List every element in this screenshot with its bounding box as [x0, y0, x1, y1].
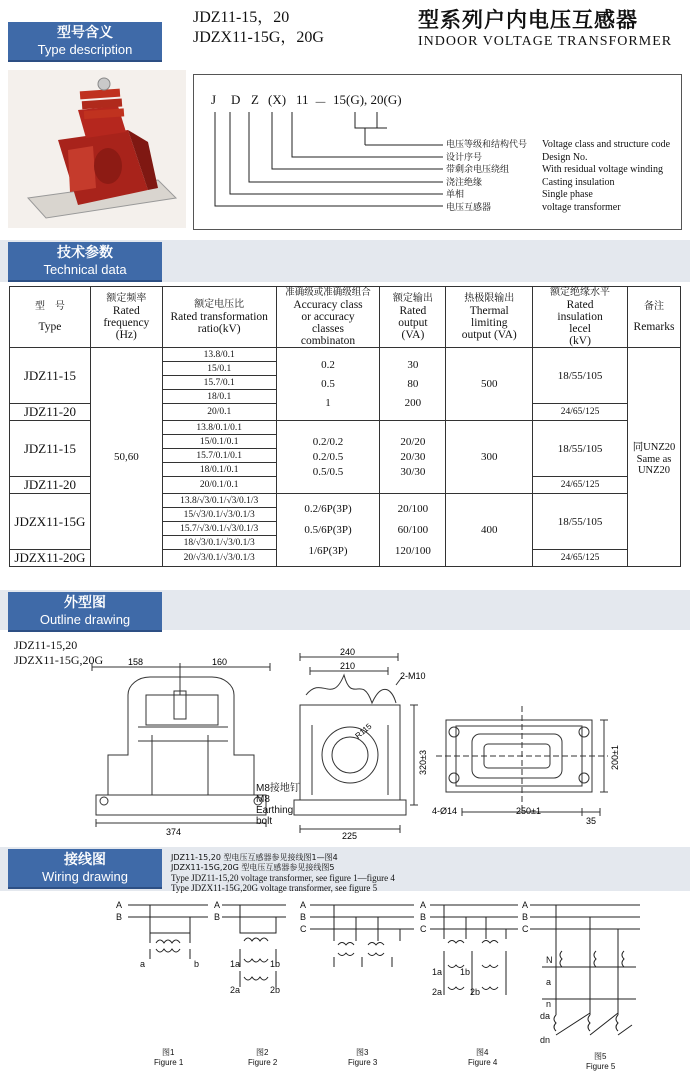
dim-225: 225	[342, 831, 358, 840]
figure-2-en: Figure 2	[248, 1058, 278, 1067]
wire-label-2a: 2a	[432, 987, 443, 997]
legend-en: Single phase	[542, 189, 593, 200]
thermal-cell: 500	[446, 348, 533, 421]
code-x: (X)	[268, 92, 287, 107]
model-cell: JDZ11-15	[10, 421, 91, 477]
wire-label-b-low: b	[194, 959, 200, 969]
legend-en: voltage transformer	[542, 201, 621, 213]
ratio-cell: 20/0.1/0.1	[162, 477, 276, 494]
code-z: Z	[251, 92, 259, 107]
wire-label-c: C	[522, 924, 529, 934]
wire-label-1b: 1b	[270, 959, 281, 969]
ratio-cell: 15.7/0.1	[162, 376, 276, 390]
code-dash: －	[314, 95, 328, 110]
figure-2-cn: 图2	[256, 1048, 269, 1057]
dim-4-14: 4-Ø14	[432, 806, 458, 816]
product-photo	[8, 70, 186, 228]
table-row	[10, 348, 681, 362]
wire-label-n: n	[546, 999, 552, 1009]
outline-front-view	[292, 645, 432, 840]
ratio-cell: 15.7/√3/0.1/√3/0.1/3	[162, 522, 276, 536]
title-cn: 型系列户内电压互感器	[418, 8, 638, 32]
wire-label-a: A	[300, 900, 307, 910]
dim-2-m10: 2-M10	[400, 671, 426, 681]
wire-label-2a: 2a	[230, 985, 241, 995]
figure-3-cn: 图3	[356, 1048, 369, 1057]
ratio-cell: 15/0.1	[162, 362, 276, 376]
header-models-line1: JDZ11-15，20	[193, 9, 290, 26]
section-outline-drawing	[8, 592, 162, 632]
dim-200: 200±1	[610, 745, 620, 770]
wire-label-b: B	[300, 912, 307, 922]
section-label-cn: 技术参数	[57, 245, 113, 261]
accuracy-cell: 0.2/0.2 0.2/0.5 0.5/0.5	[276, 421, 380, 494]
dim-374: 374	[166, 827, 182, 837]
model-cell: JDZX11-15G	[10, 494, 91, 550]
dim-158: 158	[128, 657, 144, 667]
legend-en: Design No.	[542, 151, 588, 163]
section-label-cn: 型号含义	[57, 25, 113, 41]
insulation-cell: 18/55/105	[533, 421, 628, 477]
insulation-cell: 18/55/105	[533, 494, 628, 550]
legend-cn: 电压互感器	[446, 202, 492, 213]
title-en: INDOOR VOLTAGE TRANSFORMER	[418, 34, 673, 49]
ratio-cell: 13.8/√3/0.1/√3/0.1/3	[162, 494, 276, 508]
output-cell: 20/100 60/100 120/100	[380, 494, 446, 567]
model-cell: JDZ11-20	[10, 477, 91, 494]
type-code-leaders	[193, 74, 453, 228]
code-j: J	[211, 92, 217, 107]
technical-data-table	[9, 286, 681, 567]
section-technical-data	[8, 242, 162, 282]
figure-5-cn: 图5	[594, 1052, 607, 1061]
ratio-cell: 18/0.1/0.1	[162, 463, 276, 477]
figure-4-cn: 图4	[476, 1048, 489, 1057]
ratio-cell: 18/0.1	[162, 390, 276, 404]
wire-label-a-low: a	[546, 977, 552, 987]
legend-cn: 带剩余电压绕组	[446, 165, 510, 175]
insulation-cell: 24/65/125	[533, 404, 628, 421]
section-label-en: Technical data	[43, 262, 127, 277]
outline-models: JDZ11-15,20 JDZX11-15G,20G	[14, 638, 104, 667]
output-cell: 20/20 20/30 30/30	[380, 421, 446, 494]
col-thermal-header: 热极限输出 Thermal limiting output (VA)	[446, 287, 533, 348]
ratio-cell: 13.8/0.1	[162, 348, 276, 362]
table-header-row	[10, 287, 681, 348]
earthing-label: M8接地钉 M8 Earthing bolt	[256, 783, 300, 827]
dim-160: 160	[212, 657, 228, 667]
dim-320: 320±3	[418, 750, 428, 775]
wire-label-a: A	[214, 900, 221, 910]
col-freq-header: 额定频率 Rated frequency (Hz)	[90, 287, 162, 348]
col-ratio-header: 额定电压比 Rated transformation ratio(kV)	[162, 287, 276, 348]
insulation-cell: 18/55/105	[533, 348, 628, 404]
ratio-cell: 13.8/0.1/0.1	[162, 421, 276, 435]
output-cell: 30 80 200	[380, 348, 446, 421]
ratio-cell: 18/√3/0.1/√3/0.1/3	[162, 536, 276, 550]
col-output-header: 额定输出 Rated output (VA)	[380, 287, 446, 348]
wire-label-a: A	[522, 900, 529, 910]
figure-3-en: Figure 3	[348, 1058, 378, 1067]
insulation-cell: 24/65/125	[533, 477, 628, 494]
remarks-cell: 同UNZ20 Same as UNZ20	[627, 348, 680, 567]
dim-35: 35	[586, 816, 597, 825]
legend-cn: 电压等级和结构代号	[446, 140, 528, 150]
wire-label-2b: 2b	[470, 987, 481, 997]
wire-label-a: A	[116, 900, 123, 910]
wire-label-1a: 1a	[230, 959, 241, 969]
wire-label-1a: 1a	[432, 967, 443, 977]
wiring-notes: JDZ11-15,20 型电压互感器参见接线图1—图4 JDZX11-15G,20G 型电压互感器参见接线图5 Type JDZ11-15,20 voltage transformer, see figure 1—figure 4 Type JDZX11-15G,20G voltage transformer, see figure 5	[171, 853, 395, 893]
accuracy-cell: 0.2 0.5 1	[276, 348, 380, 421]
ratio-cell: 20/√3/0.1/√3/0.1/3	[162, 550, 276, 567]
model-cell: JDZ11-15	[10, 348, 91, 404]
freq-cell: 50,60	[90, 348, 162, 567]
code-11: 11	[296, 92, 309, 107]
figure-5-en: Figure 5	[586, 1062, 616, 1071]
wire-label-b: B	[116, 912, 123, 922]
col-accuracy-header: 准确级或准确级组合 Accuracy class or accuracy classes combinaton	[276, 287, 380, 348]
section-label-cn: 接线图	[64, 852, 106, 868]
ratio-cell: 15/√3/0.1/√3/0.1/3	[162, 508, 276, 522]
wire-label-n-up: N	[546, 955, 553, 965]
accuracy-cell: 0.2/6P(3P) 0.5/6P(3P) 1/6P(3P)	[276, 494, 380, 567]
wire-label-2b: 2b	[270, 985, 281, 995]
code-voltage: 15(G), 20(G)	[333, 92, 402, 107]
model-cell: JDZ11-20	[10, 404, 91, 421]
section-label-en: Outline drawing	[39, 612, 131, 627]
insulation-cell: 24/65/125	[533, 550, 628, 567]
wire-label-dn: dn	[540, 1035, 551, 1045]
header-models-line2: JDZX11-15G，20G	[193, 29, 324, 46]
legend-en: Voltage class and structure code	[542, 139, 671, 150]
ratio-cell: 15.7/0.1/0.1	[162, 449, 276, 463]
dim-240: 240	[340, 647, 356, 657]
code-d: D	[231, 92, 241, 107]
thermal-cell: 400	[446, 494, 533, 567]
wire-label-da: da	[540, 1011, 551, 1021]
model-cell: JDZX11-20G	[10, 550, 91, 567]
ratio-cell: 15/0.1/0.1	[162, 435, 276, 449]
col-insulation-header: 额定绝缘水平 Rated insulation lecel (kV)	[533, 287, 628, 348]
section-label-cn: 外型图	[64, 595, 106, 611]
wiring-diagrams	[110, 895, 650, 1075]
wire-label-b: B	[214, 912, 221, 922]
outline-side-view	[88, 655, 278, 840]
ratio-cell: 20/0.1	[162, 404, 276, 421]
legend-cn: 设计序号	[446, 152, 483, 163]
section-label-en: Type description	[37, 42, 133, 57]
section-label-en: Wiring drawing	[42, 869, 128, 884]
section-type-description	[8, 22, 162, 62]
header-models	[193, 8, 324, 48]
legend-cn: 浇注绝缘	[446, 177, 483, 188]
type-legend	[446, 139, 670, 214]
legend-en: With residual voltage winding	[542, 164, 663, 175]
outline-top-view	[432, 700, 624, 825]
legend-en: Casting insulation	[542, 176, 615, 188]
wire-label-c: C	[420, 924, 427, 934]
col-remarks-header: 备注 Remarks	[627, 287, 680, 348]
wire-label-b: B	[522, 912, 529, 922]
wire-label-1b: 1b	[460, 967, 471, 977]
figure-1-en: Figure 1	[154, 1058, 184, 1067]
thermal-cell: 300	[446, 421, 533, 494]
legend-cn: 单相	[446, 190, 465, 200]
wire-label-a-low: a	[140, 959, 146, 969]
dim-250: 250±1	[516, 806, 541, 816]
section-wiring-drawing	[8, 849, 162, 889]
dim-r115: R115	[353, 721, 374, 741]
wire-label-c: C	[300, 924, 307, 934]
dim-210: 210	[340, 661, 356, 671]
figure-1-cn: 图1	[162, 1048, 175, 1057]
wire-label-a: A	[420, 900, 427, 910]
col-type-header: 型 号 Type	[10, 287, 91, 348]
figure-4-en: Figure 4	[468, 1058, 498, 1067]
wire-label-b: B	[420, 912, 427, 922]
